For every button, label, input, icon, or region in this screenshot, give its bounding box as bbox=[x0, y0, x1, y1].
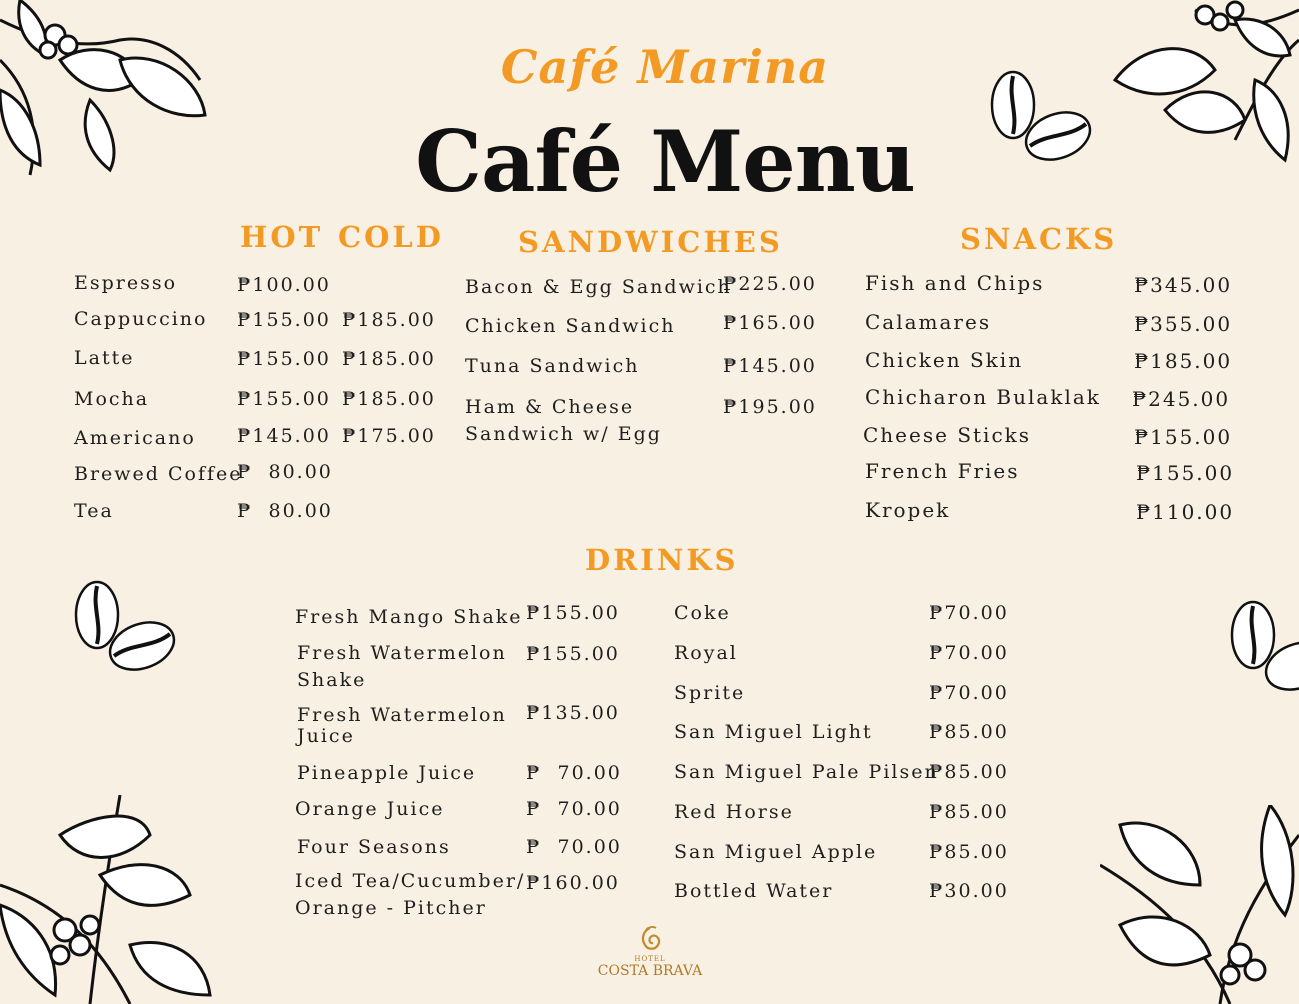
menu-item-hot-price: ₱145.00 bbox=[237, 425, 331, 447]
menu-item-name: San Miguel Apple bbox=[674, 841, 878, 863]
hotel-logo bbox=[560, 925, 740, 979]
menu-item-name: Chicharon Bulaklak bbox=[865, 385, 1101, 409]
menu-item-price: ₱ 70.00 bbox=[526, 762, 622, 784]
menu-item-name: Coke bbox=[674, 602, 731, 624]
menu-item-price: ₱70.00 bbox=[929, 682, 1009, 704]
menu-item-name: Brewed Coffee bbox=[74, 463, 243, 485]
sandwiches-heading: SANDWICHES bbox=[518, 225, 783, 259]
menu-item-price: ₱30.00 bbox=[929, 880, 1009, 902]
menu-item-price: ₱185.00 bbox=[1134, 349, 1233, 373]
logo-hotel-text: HOTEL bbox=[634, 955, 666, 963]
menu-item-price: ₱85.00 bbox=[929, 801, 1009, 823]
menu-item-name: Chicken Sandwich bbox=[465, 315, 676, 337]
menu-item-price: ₱155.00 bbox=[1134, 425, 1233, 449]
menu-item-price: ₱245.00 bbox=[1132, 387, 1231, 411]
page-title: Café Menu bbox=[415, 112, 915, 211]
coffee-beans-icon bbox=[1228, 598, 1299, 698]
menu-item-name: Orange Juice bbox=[295, 798, 445, 820]
menu-item-cold-price: ₱175.00 bbox=[342, 425, 436, 447]
menu-item-cold-price: ₱185.00 bbox=[342, 309, 436, 331]
logo-brand-text: COSTA BRAVA bbox=[597, 963, 703, 979]
menu-item-cold-price: ₱185.00 bbox=[342, 348, 436, 370]
menu-item-price: ₱165.00 bbox=[723, 312, 817, 334]
brand-name: Café Marina bbox=[500, 40, 830, 94]
menu-item-name-line2: Orange - Pitcher bbox=[295, 897, 487, 919]
menu-item-hot-price: ₱155.00 bbox=[237, 388, 331, 410]
menu-item-price: ₱ 70.00 bbox=[526, 798, 622, 820]
menu-item-name: Cheese Sticks bbox=[863, 423, 1032, 447]
menu-item-name: Bottled Water bbox=[674, 880, 834, 902]
menu-item-name: Cappuccino bbox=[74, 308, 208, 330]
coffee-branch-bottom-right-icon bbox=[1100, 805, 1299, 1004]
menu-item-hot-price: ₱155.00 bbox=[237, 348, 331, 370]
menu-item-price: ₱ 70.00 bbox=[526, 836, 622, 858]
cold-heading: COLD bbox=[338, 220, 444, 254]
menu-item-hot-price: ₱155.00 bbox=[237, 309, 331, 331]
snacks-heading: SNACKS bbox=[960, 222, 1118, 256]
menu-item-price: ₱355.00 bbox=[1134, 312, 1233, 336]
menu-item-price: ₱195.00 bbox=[723, 396, 817, 418]
menu-item-name: Americano bbox=[74, 427, 196, 449]
menu-item-price: ₱225.00 bbox=[723, 273, 817, 295]
menu-item-name: Red Horse bbox=[674, 801, 794, 823]
menu-item-name: French Fries bbox=[865, 459, 1020, 483]
menu-item-cold-price: ₱185.00 bbox=[342, 388, 436, 410]
menu-item-hot-price: ₱ 80.00 bbox=[237, 500, 333, 522]
menu-item-name: Pineapple Juice bbox=[297, 762, 477, 784]
menu-item-name-line2: Shake bbox=[297, 669, 367, 691]
menu-item-name: Sprite bbox=[674, 682, 746, 704]
menu-item-name: Fish and Chips bbox=[865, 271, 1045, 295]
menu-item-price: ₱155.00 bbox=[526, 643, 620, 665]
menu-item-name-line2: Juice bbox=[297, 725, 355, 747]
menu-item-name: Tea bbox=[74, 500, 114, 522]
menu-item-name: Tuna Sandwich bbox=[465, 355, 640, 377]
menu-item-price: ₱155.00 bbox=[526, 602, 620, 624]
menu-item-name: Ham & Cheese bbox=[465, 396, 635, 418]
menu-item-name: Kropek bbox=[865, 498, 951, 522]
menu-item-name: Four Seasons bbox=[297, 836, 451, 858]
menu-item-price: ₱85.00 bbox=[929, 721, 1009, 743]
menu-item-name: Fresh Watermelon bbox=[297, 642, 507, 664]
menu-item-price: ₱135.00 bbox=[526, 702, 620, 724]
menu-item-price: ₱155.00 bbox=[1136, 461, 1235, 485]
hotel-logo-icon bbox=[635, 925, 665, 955]
menu-item-name: Royal bbox=[674, 642, 738, 664]
menu-item-price: ₱145.00 bbox=[723, 355, 817, 377]
menu-item-name: Fresh Mango Shake bbox=[295, 606, 523, 628]
menu-item-name: Mocha bbox=[74, 388, 150, 410]
menu-item-name: San Miguel Light bbox=[674, 721, 873, 743]
menu-item-price: ₱160.00 bbox=[526, 872, 620, 894]
menu-item-name: Iced Tea/Cucumber/ bbox=[295, 870, 526, 892]
menu-item-name: Latte bbox=[74, 347, 135, 369]
menu-item-name: Bacon & Egg Sandwich bbox=[465, 276, 732, 298]
menu-item-name: San Miguel Pale Pilsen bbox=[674, 761, 939, 783]
menu-item-price: ₱345.00 bbox=[1134, 273, 1233, 297]
menu-item-name: Chicken Skin bbox=[865, 348, 1024, 372]
hot-heading: HOT bbox=[240, 220, 324, 254]
menu-item-name: Calamares bbox=[865, 310, 992, 334]
menu-item-price: ₱70.00 bbox=[929, 602, 1009, 624]
menu-item-name-line2: Sandwich w/ Egg bbox=[465, 423, 662, 445]
menu-item-price: ₱70.00 bbox=[929, 642, 1009, 664]
menu-item-price: ₱85.00 bbox=[929, 841, 1009, 863]
menu-item-name: Espresso bbox=[74, 272, 178, 294]
drinks-heading: DRINKS bbox=[585, 543, 739, 577]
menu-item-price: ₱85.00 bbox=[929, 761, 1009, 783]
coffee-branch-bottom-left-icon bbox=[0, 795, 215, 1004]
menu-item-hot-price: ₱100.00 bbox=[237, 274, 331, 296]
menu-item-price: ₱110.00 bbox=[1136, 500, 1235, 524]
menu-item-hot-price: ₱ 80.00 bbox=[237, 461, 333, 483]
menu-item-name: Fresh Watermelon bbox=[297, 704, 507, 726]
coffee-beans-icon bbox=[72, 578, 177, 678]
